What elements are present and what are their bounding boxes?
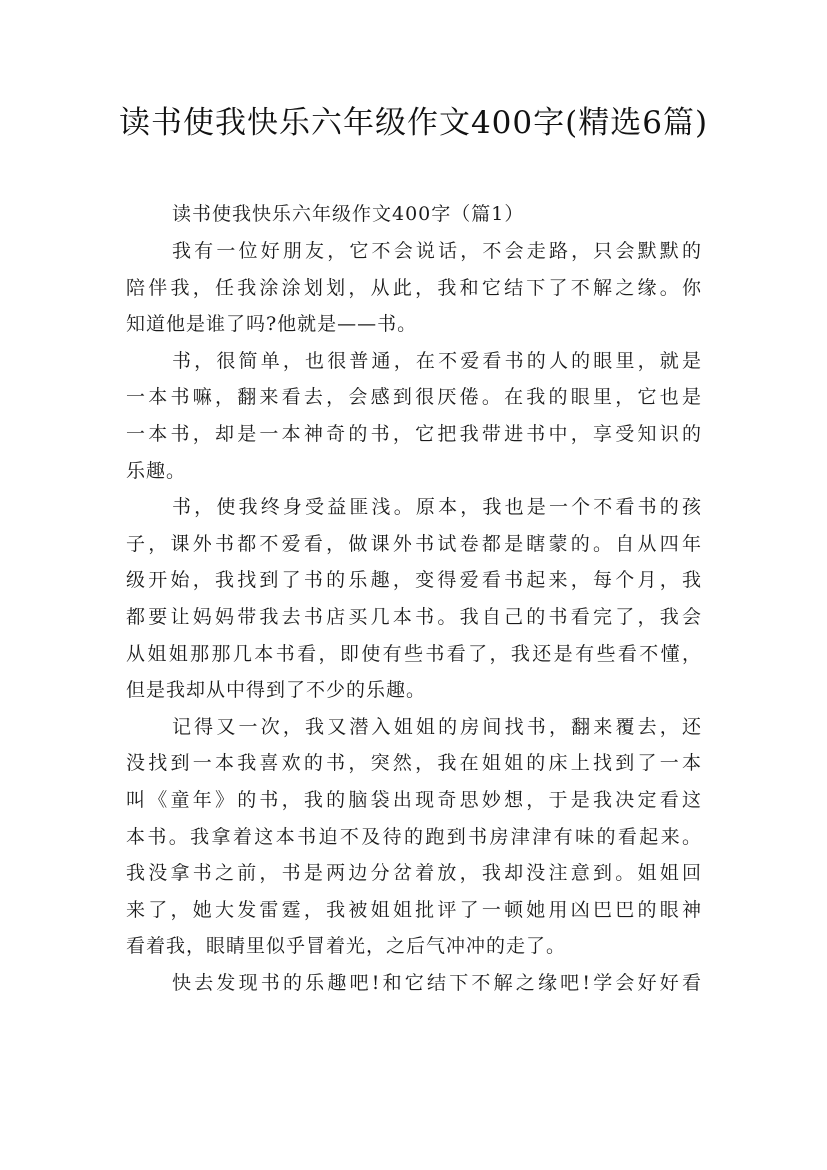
article-body (126, 195, 702, 1001)
text-line: 从姐姐那那几本书看，即使有些书看了，我还是有些看不懂， (126, 642, 702, 665)
text-line: 书，使我终身受益匪浅。原本，我也是一个不看书的孩 (172, 496, 702, 519)
text-line: 子，课外书都不爱看，做课外书试卷都是瞎蒙的。自从四年 (126, 532, 702, 555)
text-line: 乐趣。 (126, 459, 187, 482)
text-line: 快去发现书的乐趣吧!和它结下不解之缘吧!学会好好看 (172, 971, 702, 994)
text-line: 记得又一次，我又潜入姐姐的房间找书，翻来覆去，还 (172, 715, 702, 738)
text-line: 陪伴我，任我涂涂划划，从此，我和它结下了不解之缘。你 (126, 276, 702, 299)
text-line: 叫《童年》的书，我的脑袋出现奇思妙想，于是我决定看这 (126, 788, 702, 811)
text-line: 没找到一本我喜欢的书，突然，我在姐姐的床上找到了一本 (126, 752, 702, 775)
text-line: 我有一位好朋友，它不会说话，不会走路，只会默默的 (172, 240, 702, 262)
section-heading: 读书使我快乐六年级作文400字（篇1） (172, 203, 525, 225)
paragraph-3 (126, 489, 702, 709)
text-line: 一本书，却是一本神奇的书，它把我带进书中，享受知识的 (126, 422, 702, 445)
text-line: 一本书嘛，翻来看去，会感到很厌倦。在我的眼里，它也是 (126, 386, 702, 409)
paragraph-4 (126, 709, 702, 965)
text-line: 都要让妈妈带我去书店买几本书。我自己的书看完了，我会 (126, 605, 702, 628)
paragraph-2 (126, 343, 702, 489)
text-line: 本书。我拿着这本书迫不及待的跑到书房津津有味的看起来。 (126, 825, 702, 848)
text-line: 但是我却从中得到了不少的乐趣。 (126, 679, 427, 702)
paragraph-5 (126, 965, 702, 1002)
text-line: 级开始，我找到了书的乐趣，变得爱看书起来，每个月，我 (126, 569, 702, 592)
text-line: 书，很简单，也很普通，在不爱看书的人的眼里，就是 (172, 349, 702, 372)
text-line: 来了，她大发雷霆，我被姐姐批评了一顿她用凶巴巴的眼神 (126, 898, 702, 921)
paragraph-1 (126, 233, 702, 343)
document-title: 读书使我快乐六年级作文400字(精选6篇) (118, 105, 709, 141)
text-line: 知道他是谁了吗?他就是——书。 (126, 313, 418, 336)
text-line: 我没拿书之前，书是两边分岔着放，我却没注意到。姐姐回 (126, 862, 702, 885)
text-line: 看着我，眼睛里似乎冒着光，之后气冲冲的走了。 (126, 935, 567, 958)
